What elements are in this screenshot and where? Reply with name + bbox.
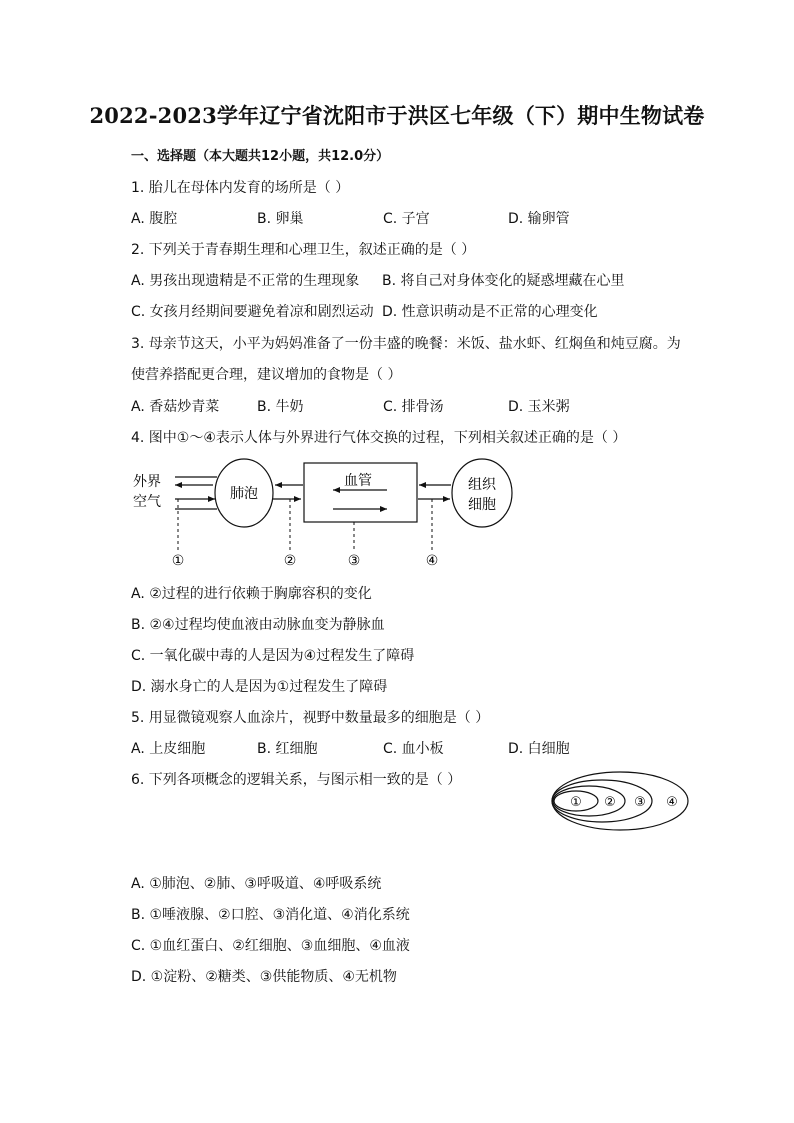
question-4-option-a: A. ②过程的进行依赖于胸廓容积的变化 [131, 586, 372, 602]
question-4-option-c: C. 一氧化碳中毒的人是因为④过程发生了障碍 [131, 648, 415, 664]
question-4-stem: 4. 图中①～④表示人体与外界进行气体交换的过程，下列相关叙述正确的是（ ） [131, 430, 627, 446]
concept-label-4: ④ [666, 795, 678, 810]
question-2-stem: 2. 下列关于青春期生理和心理卫生，叙述正确的是（ ） [131, 242, 476, 258]
process-3-number: ③ [347, 553, 361, 569]
question-5-stem: 5. 用显微镜观察人血涂片，视野中数量最多的细胞是（ ） [131, 710, 490, 726]
blood-vessel-box [304, 463, 417, 522]
process-1-number: ① [171, 553, 185, 569]
outside-air-label-2: 空气 [133, 494, 161, 510]
question-3-option-d: D. 玉米粥 [508, 399, 570, 415]
question-2-option-b: B. 将自己对身体变化的疑惑埋藏在心里 [382, 273, 625, 289]
question-3-stem-line2: 使营养搭配更合理，建议增加的食物是（ ） [131, 367, 402, 383]
question-3-option-a: A. 香菇炒青菜 [131, 399, 220, 415]
question-5-option-b: B. 红细胞 [257, 741, 318, 757]
question-6-option-a: A. ①肺泡、②肺、③呼吸道、④呼吸系统 [131, 876, 382, 892]
process-4-number: ④ [425, 553, 439, 569]
tissue-cell-circle [452, 459, 512, 527]
process-2-number: ② [283, 553, 297, 569]
question-5-option-c: C. 血小板 [383, 741, 444, 757]
question-3-stem-line1: 3. 母亲节这天，小平为妈妈准备了一份丰盛的晚餐：米饭、盐水虾、红焖鱼和炖豆腐。为 [131, 336, 681, 352]
alveolus-label: 肺泡 [230, 486, 258, 502]
outside-air-label-1: 外界 [133, 474, 161, 490]
question-6-option-b: B. ①唾液腺、②口腔、③消化道、④消化系统 [131, 907, 410, 923]
blood-vessel-label: 血管 [344, 473, 372, 489]
question-2-option-d: D. 性意识萌动是不正常的心理变化 [382, 304, 598, 320]
question-6-stem: 6. 下列各项概念的逻辑关系，与图示相一致的是（ ） [131, 772, 462, 788]
nested-concept-diagram [550, 770, 695, 835]
concept-label-1: ① [570, 795, 582, 810]
question-3-option-c: C. 排骨汤 [383, 399, 444, 415]
tissue-cell-label-1: 组织 [468, 477, 496, 493]
question-3-option-b: B. 牛奶 [257, 399, 304, 415]
question-5-option-a: A. 上皮细胞 [131, 741, 206, 757]
question-6-option-c: C. ①血红蛋白、②红细胞、③血细胞、④血液 [131, 938, 410, 954]
question-1-option-b: B. 卵巢 [257, 211, 304, 227]
concept-label-2: ② [604, 795, 616, 810]
question-1-option-a: A. 腹腔 [131, 211, 178, 227]
question-2-option-a: A. 男孩出现遗精是不正常的生理现象 [131, 273, 360, 289]
tissue-cell-label-2: 细胞 [468, 497, 496, 513]
question-4-option-b: B. ②④过程均使血液由动脉血变为静脉血 [131, 617, 385, 633]
page-title: 2022-2023学年辽宁省沈阳市于洪区七年级（下）期中生物试卷 [89, 103, 705, 128]
question-1-option-d: D. 输卵管 [508, 211, 570, 227]
question-5-option-d: D. 白细胞 [508, 741, 570, 757]
question-6-option-d: D. ①淀粉、②糖类、③供能物质、④无机物 [131, 969, 397, 985]
question-1-option-c: C. 子宫 [383, 211, 430, 227]
question-2-option-c: C. 女孩月经期间要避免着凉和剧烈运动 [131, 304, 374, 320]
concept-label-3: ③ [634, 795, 646, 810]
section-heading: 一、选择题（本大题共12小题，共12.0分） [131, 149, 390, 164]
question-1-stem: 1. 胎儿在母体内发育的场所是（ ） [131, 180, 350, 196]
gas-exchange-diagram [125, 455, 525, 575]
question-4-option-d: D. 溺水身亡的人是因为①过程发生了障碍 [131, 679, 388, 695]
